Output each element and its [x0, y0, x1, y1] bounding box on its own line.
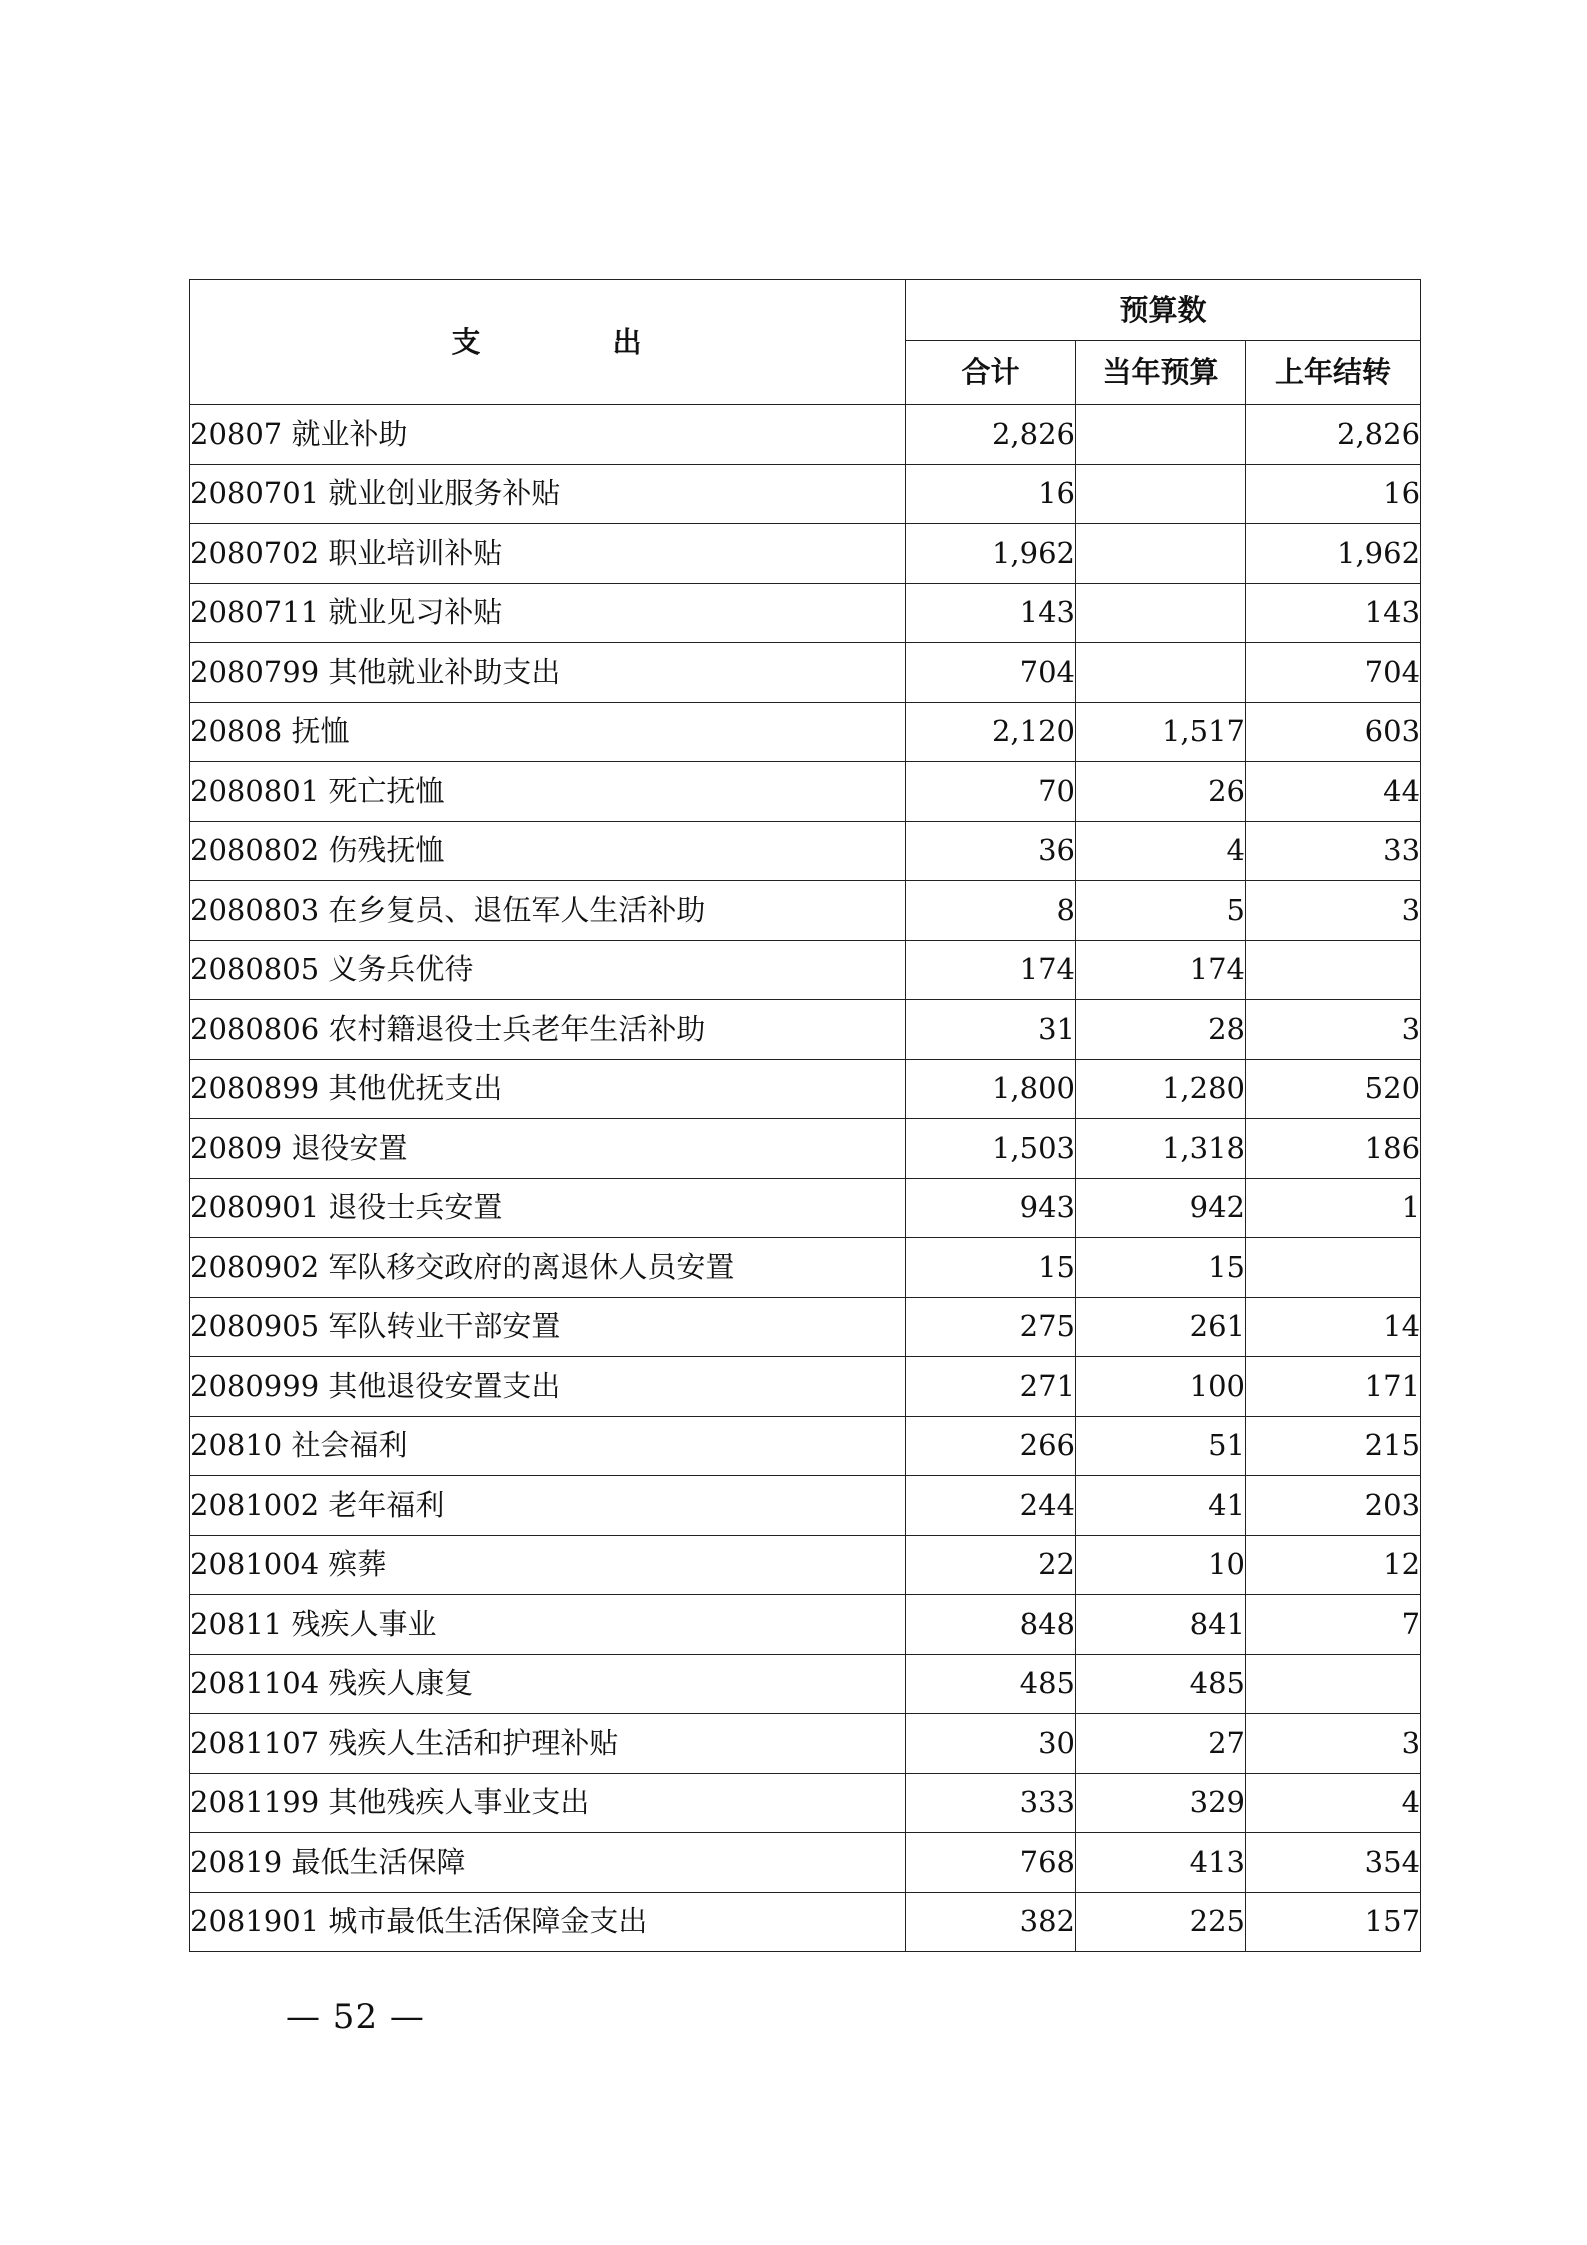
row-current: 27: [1076, 1714, 1246, 1774]
row-name: 2081901 城市最低生活保障金支出: [190, 1892, 906, 1952]
row-total: 382: [906, 1892, 1076, 1952]
row-carryover: 143: [1246, 583, 1421, 643]
table-row: [190, 643, 1421, 703]
row-current: 485: [1076, 1654, 1246, 1714]
row-name: 2080901 退役士兵安置: [190, 1178, 906, 1238]
row-total: 30: [906, 1714, 1076, 1774]
row-current: 51: [1076, 1416, 1246, 1476]
row-carryover: 203: [1246, 1476, 1421, 1536]
current-year-header: 当年预算: [1076, 341, 1246, 405]
row-current: [1076, 643, 1246, 703]
table-row: [190, 1773, 1421, 1833]
row-current: 5: [1076, 881, 1246, 941]
row-carryover: 1: [1246, 1178, 1421, 1238]
table-row: [190, 464, 1421, 524]
expense-header-part1: 支: [451, 324, 483, 359]
table-row: [190, 1535, 1421, 1595]
table-row: [190, 762, 1421, 822]
row-current: 1,318: [1076, 1119, 1246, 1179]
row-total: 704: [906, 643, 1076, 703]
row-carryover: 33: [1246, 821, 1421, 881]
row-current: 413: [1076, 1833, 1246, 1893]
header-row-top: [190, 280, 1421, 341]
table-row: [190, 1238, 1421, 1298]
row-total: 70: [906, 762, 1076, 822]
row-current: [1076, 464, 1246, 524]
row-carryover: 354: [1246, 1833, 1421, 1893]
row-total: 143: [906, 583, 1076, 643]
row-carryover: 171: [1246, 1357, 1421, 1417]
table-row: [190, 1595, 1421, 1655]
row-name: 2080805 义务兵优待: [190, 940, 906, 1000]
table-row: [190, 940, 1421, 1000]
row-carryover: 520: [1246, 1059, 1421, 1119]
row-current: 261: [1076, 1297, 1246, 1357]
row-carryover: 16: [1246, 464, 1421, 524]
row-current: 942: [1076, 1178, 1246, 1238]
table-row: [190, 1357, 1421, 1417]
row-name: 20807 就业补助: [190, 405, 906, 465]
row-carryover: 3: [1246, 881, 1421, 941]
row-total: 271: [906, 1357, 1076, 1417]
row-carryover: 44: [1246, 762, 1421, 822]
table-row: [190, 524, 1421, 584]
row-name: 20819 最低生活保障: [190, 1833, 906, 1893]
total-header: 合计: [906, 341, 1076, 405]
row-carryover: 7: [1246, 1595, 1421, 1655]
row-total: 266: [906, 1416, 1076, 1476]
row-total: 36: [906, 821, 1076, 881]
row-current: 174: [1076, 940, 1246, 1000]
row-name: 2081199 其他残疾人事业支出: [190, 1773, 906, 1833]
carryover-header: 上年结转: [1246, 341, 1421, 405]
expense-header: [190, 280, 906, 405]
row-current: 329: [1076, 1773, 1246, 1833]
row-name: 2080801 死亡抚恤: [190, 762, 906, 822]
row-current: 26: [1076, 762, 1246, 822]
row-total: 943: [906, 1178, 1076, 1238]
row-total: 16: [906, 464, 1076, 524]
table-row: [190, 1059, 1421, 1119]
row-carryover: 2,826: [1246, 405, 1421, 465]
row-name: 2081004 殡葬: [190, 1535, 906, 1595]
row-total: 1,800: [906, 1059, 1076, 1119]
row-total: 244: [906, 1476, 1076, 1536]
table-row: [190, 881, 1421, 941]
row-total: 485: [906, 1654, 1076, 1714]
row-current: 28: [1076, 1000, 1246, 1060]
row-current: 15: [1076, 1238, 1246, 1298]
row-carryover: 704: [1246, 643, 1421, 703]
table-row: [190, 1178, 1421, 1238]
table-row: [190, 1000, 1421, 1060]
row-name: 2081107 残疾人生活和护理补贴: [190, 1714, 906, 1774]
row-total: 333: [906, 1773, 1076, 1833]
row-current: 41: [1076, 1476, 1246, 1536]
row-current: 225: [1076, 1892, 1246, 1952]
row-name: 2080803 在乡复员、退伍军人生活补助: [190, 881, 906, 941]
row-total: 22: [906, 1535, 1076, 1595]
row-total: 2,120: [906, 702, 1076, 762]
row-current: [1076, 524, 1246, 584]
row-current: 10: [1076, 1535, 1246, 1595]
row-total: 848: [906, 1595, 1076, 1655]
row-name: 20808 抚恤: [190, 702, 906, 762]
row-current: 4: [1076, 821, 1246, 881]
row-name: 2080802 伤残抚恤: [190, 821, 906, 881]
row-name: 2080899 其他优抚支出: [190, 1059, 906, 1119]
budget-group-header: 预算数: [906, 280, 1421, 341]
row-total: 768: [906, 1833, 1076, 1893]
table-row: [190, 1476, 1421, 1536]
row-carryover: 157: [1246, 1892, 1421, 1952]
row-name: 2081104 残疾人康复: [190, 1654, 906, 1714]
table-row: [190, 1892, 1421, 1952]
row-carryover: [1246, 1654, 1421, 1714]
row-name: 2080702 职业培训补贴: [190, 524, 906, 584]
row-name: 2080806 农村籍退役士兵老年生活补助: [190, 1000, 906, 1060]
table-row: [190, 1654, 1421, 1714]
row-total: 275: [906, 1297, 1076, 1357]
expense-header-part2: 出: [612, 324, 644, 359]
row-current: [1076, 583, 1246, 643]
table-row: [190, 1833, 1421, 1893]
table-row: [190, 583, 1421, 643]
row-current: 100: [1076, 1357, 1246, 1417]
row-name: 2080799 其他就业补助支出: [190, 643, 906, 703]
row-current: 841: [1076, 1595, 1246, 1655]
row-name: 2080711 就业见习补贴: [190, 583, 906, 643]
row-name: 2080902 军队移交政府的离退休人员安置: [190, 1238, 906, 1298]
row-carryover: [1246, 1238, 1421, 1298]
row-carryover: 3: [1246, 1714, 1421, 1774]
row-current: 1,280: [1076, 1059, 1246, 1119]
row-name: 20809 退役安置: [190, 1119, 906, 1179]
row-carryover: [1246, 940, 1421, 1000]
row-total: 8: [906, 881, 1076, 941]
table-row: [190, 405, 1421, 465]
table-row: [190, 1714, 1421, 1774]
row-total: 174: [906, 940, 1076, 1000]
row-carryover: 4: [1246, 1773, 1421, 1833]
page-number: — 52 —: [286, 1997, 425, 2037]
row-name: 20811 残疾人事业: [190, 1595, 906, 1655]
row-name: 2081002 老年福利: [190, 1476, 906, 1536]
row-total: 2,826: [906, 405, 1076, 465]
table-row: [190, 821, 1421, 881]
budget-table: [189, 279, 1421, 1952]
row-name: 2080701 就业创业服务补贴: [190, 464, 906, 524]
row-carryover: 3: [1246, 1000, 1421, 1060]
row-total: 15: [906, 1238, 1076, 1298]
row-current: [1076, 405, 1246, 465]
row-total: 31: [906, 1000, 1076, 1060]
row-carryover: 186: [1246, 1119, 1421, 1179]
row-total: 1,503: [906, 1119, 1076, 1179]
table-row: [190, 1119, 1421, 1179]
row-carryover: 14: [1246, 1297, 1421, 1357]
table-row: [190, 702, 1421, 762]
row-carryover: 1,962: [1246, 524, 1421, 584]
table-row: [190, 1416, 1421, 1476]
row-current: 1,517: [1076, 702, 1246, 762]
row-carryover: 12: [1246, 1535, 1421, 1595]
row-carryover: 603: [1246, 702, 1421, 762]
table-row: [190, 1297, 1421, 1357]
row-total: 1,962: [906, 524, 1076, 584]
row-name: 2080999 其他退役安置支出: [190, 1357, 906, 1417]
row-name: 20810 社会福利: [190, 1416, 906, 1476]
row-name: 2080905 军队转业干部安置: [190, 1297, 906, 1357]
row-carryover: 215: [1246, 1416, 1421, 1476]
